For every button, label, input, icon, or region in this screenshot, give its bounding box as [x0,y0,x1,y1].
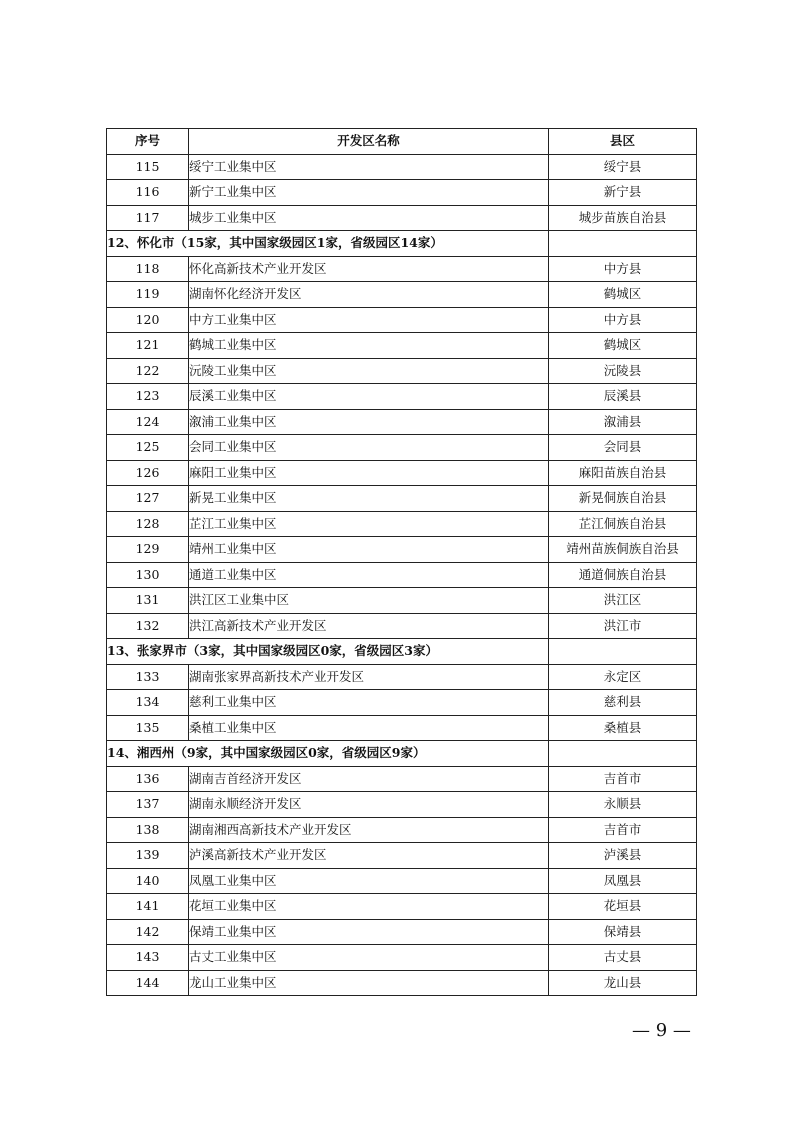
zone-name-cell: 湖南永顺经济开发区 [189,792,549,818]
county-cell: 中方县 [549,307,697,333]
table-row [107,868,697,894]
table-row [107,613,697,639]
group-title: 13、张家界市（3家，其中国家级园区0家，省级园区3家） [107,639,549,665]
table-row [107,562,697,588]
zone-name-cell: 湖南张家界高新技术产业开发区 [189,664,549,690]
county-cell: 靖州苗族侗族自治县 [549,537,697,563]
serial-number-cell: 117 [107,205,189,231]
zone-name-cell: 桑植工业集中区 [189,715,549,741]
county-cell: 凤凰县 [549,868,697,894]
serial-number-cell: 139 [107,843,189,869]
serial-number-cell: 119 [107,282,189,308]
county-cell: 洪江区 [549,588,697,614]
county-cell: 中方县 [549,256,697,282]
county-cell: 新宁县 [549,180,697,206]
zone-name-cell: 中方工业集中区 [189,307,549,333]
zone-name-cell: 洪江高新技术产业开发区 [189,613,549,639]
county-cell: 城步苗族自治县 [549,205,697,231]
development-zone-table [106,128,697,996]
table-row [107,919,697,945]
serial-number-cell: 137 [107,792,189,818]
county-cell: 泸溪县 [549,843,697,869]
county-cell: 通道侗族自治县 [549,562,697,588]
zone-name-cell: 湖南怀化经济开发区 [189,282,549,308]
county-cell: 永定区 [549,664,697,690]
zone-name-cell: 泸溪高新技术产业开发区 [189,843,549,869]
zone-name-cell: 辰溪工业集中区 [189,384,549,410]
serial-number-cell: 133 [107,664,189,690]
table-row [107,358,697,384]
table-group-row [107,741,697,767]
serial-number-cell: 144 [107,970,189,996]
zone-name-cell: 湖南吉首经济开发区 [189,766,549,792]
serial-number-cell: 138 [107,817,189,843]
serial-number-cell: 115 [107,154,189,180]
county-cell: 吉首市 [549,766,697,792]
serial-number-cell: 140 [107,868,189,894]
serial-number-cell: 141 [107,894,189,920]
county-cell: 慈利县 [549,690,697,716]
table-group-row [107,231,697,257]
zone-name-cell: 绥宁工业集中区 [189,154,549,180]
serial-number-cell: 121 [107,333,189,359]
county-cell: 保靖县 [549,919,697,945]
serial-number-cell: 131 [107,588,189,614]
county-cell: 吉首市 [549,817,697,843]
zone-name-cell: 通道工业集中区 [189,562,549,588]
serial-number-cell: 125 [107,435,189,461]
table-row [107,256,697,282]
header-county: 县区 [549,129,697,155]
zone-name-cell: 洪江区工业集中区 [189,588,549,614]
table-row [107,766,697,792]
county-cell: 辰溪县 [549,384,697,410]
zone-name-cell: 龙山工业集中区 [189,970,549,996]
table-row [107,282,697,308]
county-cell: 桑植县 [549,715,697,741]
table-row [107,588,697,614]
zone-name-cell: 沅陵工业集中区 [189,358,549,384]
serial-number-cell: 118 [107,256,189,282]
county-cell: 麻阳苗族自治县 [549,460,697,486]
table-row [107,307,697,333]
county-cell: 古丈县 [549,945,697,971]
zone-name-cell: 城步工业集中区 [189,205,549,231]
group-empty-cell [549,639,697,665]
zone-name-cell: 湖南湘西高新技术产业开发区 [189,817,549,843]
serial-number-cell: 134 [107,690,189,716]
group-empty-cell [549,231,697,257]
zone-name-cell: 鹤城工业集中区 [189,333,549,359]
table-header-row [107,129,697,155]
table-row [107,945,697,971]
table-group-row [107,639,697,665]
group-title: 12、怀化市（15家，其中国家级园区1家，省级园区14家） [107,231,549,257]
serial-number-cell: 128 [107,511,189,537]
table-row [107,333,697,359]
serial-number-cell: 116 [107,180,189,206]
zone-name-cell: 慈利工业集中区 [189,690,549,716]
group-empty-cell [549,741,697,767]
table-row [107,409,697,435]
county-cell: 龙山县 [549,970,697,996]
county-cell: 绥宁县 [549,154,697,180]
table-row [107,154,697,180]
serial-number-cell: 130 [107,562,189,588]
table-row [107,817,697,843]
page-number: — 9 — [632,1020,691,1041]
table-row [107,486,697,512]
county-cell: 鹤城区 [549,333,697,359]
table-row [107,894,697,920]
county-cell: 沅陵县 [549,358,697,384]
table-row [107,715,697,741]
county-cell: 会同县 [549,435,697,461]
table-row [107,180,697,206]
zone-name-cell: 保靖工业集中区 [189,919,549,945]
county-cell: 永顺县 [549,792,697,818]
serial-number-cell: 126 [107,460,189,486]
serial-number-cell: 129 [107,537,189,563]
serial-number-cell: 123 [107,384,189,410]
zone-name-cell: 溆浦工业集中区 [189,409,549,435]
zone-name-cell: 凤凰工业集中区 [189,868,549,894]
table-body [107,154,697,996]
table-row [107,537,697,563]
serial-number-cell: 120 [107,307,189,333]
zone-name-cell: 古丈工业集中区 [189,945,549,971]
county-cell: 芷江侗族自治县 [549,511,697,537]
zone-name-cell: 靖州工业集中区 [189,537,549,563]
serial-number-cell: 132 [107,613,189,639]
serial-number-cell: 122 [107,358,189,384]
zone-name-cell: 会同工业集中区 [189,435,549,461]
zone-name-cell: 新晃工业集中区 [189,486,549,512]
serial-number-cell: 143 [107,945,189,971]
county-cell: 鹤城区 [549,282,697,308]
zone-name-cell: 芷江工业集中区 [189,511,549,537]
table-row [107,384,697,410]
serial-number-cell: 124 [107,409,189,435]
zone-name-cell: 花垣工业集中区 [189,894,549,920]
header-zone-name: 开发区名称 [189,129,549,155]
table-row [107,435,697,461]
county-cell: 花垣县 [549,894,697,920]
county-cell: 洪江市 [549,613,697,639]
serial-number-cell: 135 [107,715,189,741]
serial-number-cell: 136 [107,766,189,792]
serial-number-cell: 142 [107,919,189,945]
table-row [107,970,697,996]
county-cell: 溆浦县 [549,409,697,435]
table-row [107,205,697,231]
table-row [107,690,697,716]
county-cell: 新晃侗族自治县 [549,486,697,512]
zone-name-cell: 麻阳工业集中区 [189,460,549,486]
table-row [107,843,697,869]
table-row [107,792,697,818]
zone-name-cell: 新宁工业集中区 [189,180,549,206]
group-title: 14、湘西州（9家，其中国家级园区0家，省级园区9家） [107,741,549,767]
zone-name-cell: 怀化高新技术产业开发区 [189,256,549,282]
table-row [107,664,697,690]
header-serial-number: 序号 [107,129,189,155]
table-row [107,460,697,486]
serial-number-cell: 127 [107,486,189,512]
table-row [107,511,697,537]
